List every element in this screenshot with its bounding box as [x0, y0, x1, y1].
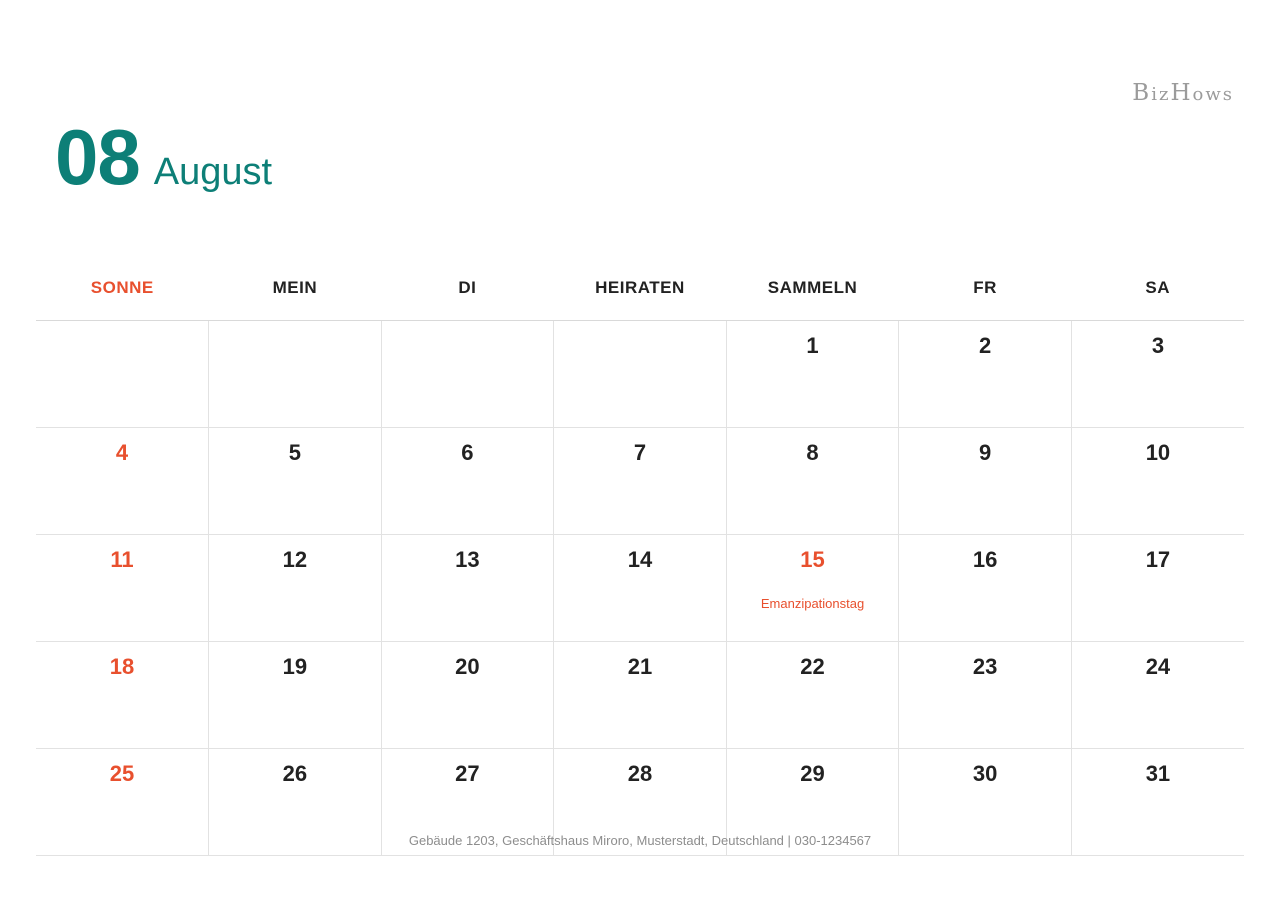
- calendar-day-cell[interactable]: [36, 428, 209, 535]
- brand-text-part3: H: [1170, 80, 1193, 106]
- calendar-week-row: [36, 321, 1244, 428]
- day-number: 14: [627, 547, 653, 572]
- calendar-day-cell[interactable]: [726, 642, 899, 749]
- day-number: 18: [109, 654, 135, 679]
- month-number: 08: [55, 113, 140, 201]
- calendar-table: [36, 270, 1244, 856]
- day-number: 16: [972, 547, 998, 572]
- calendar-day-cell[interactable]: [554, 428, 727, 535]
- day-number: 27: [455, 761, 480, 786]
- day-number: 26: [282, 761, 308, 786]
- day-number: 12: [282, 547, 308, 572]
- day-number: 10: [1145, 440, 1171, 465]
- day-number: 2: [978, 333, 992, 358]
- month-name: August: [153, 151, 273, 193]
- brand-text-part2: iz: [1151, 84, 1171, 105]
- calendar-day-cell[interactable]: [36, 642, 209, 749]
- calendar-day-cell[interactable]: [1071, 642, 1244, 749]
- day-number: 22: [800, 654, 825, 679]
- day-number: 11: [110, 547, 134, 572]
- footer-address: Gebäude 1203, Geschäftshaus Miroro, Musterstadt, Deutschland | 030-1234567: [408, 833, 872, 848]
- calendar-day-cell[interactable]: [381, 642, 554, 749]
- calendar-day-cell[interactable]: [36, 535, 209, 642]
- calendar-day-cell[interactable]: [209, 642, 382, 749]
- calendar-day-cell[interactable]: [209, 321, 382, 428]
- weekday-header-thu: SAMMELN: [726, 270, 899, 321]
- calendar-day-cell[interactable]: [899, 535, 1072, 642]
- day-number: 19: [282, 654, 308, 679]
- calendar-day-cell[interactable]: [554, 535, 727, 642]
- calendar-day-cell[interactable]: [209, 428, 382, 535]
- day-number: 20: [455, 654, 480, 679]
- weekday-header-sat: SA: [1071, 270, 1244, 321]
- day-number: 1: [806, 333, 819, 358]
- day-number: 4: [115, 440, 129, 465]
- calendar-day-cell[interactable]: [899, 642, 1072, 749]
- weekday-header-fri: FR: [899, 270, 1072, 321]
- day-event-label: Emanzipationstag: [760, 595, 865, 611]
- calendar-body: [36, 321, 1244, 856]
- calendar-grid: [36, 270, 1244, 856]
- calendar-week-row: [36, 535, 1244, 642]
- calendar-day-cell[interactable]: [381, 428, 554, 535]
- calendar-day-cell[interactable]: [209, 535, 382, 642]
- calendar-day-cell[interactable]: [381, 321, 554, 428]
- weekday-header-mon: MEIN: [209, 270, 382, 321]
- day-number: 17: [1145, 547, 1171, 572]
- calendar-day-cell[interactable]: [554, 642, 727, 749]
- brand-text-part4: ows: [1192, 84, 1234, 105]
- day-number: 3: [1151, 333, 1165, 358]
- calendar-day-cell[interactable]: [899, 428, 1072, 535]
- day-number: 23: [972, 654, 998, 679]
- day-number: 8: [806, 440, 819, 465]
- page-title: [55, 113, 273, 201]
- calendar-day-cell[interactable]: [1071, 428, 1244, 535]
- weekday-header-tue: DI: [381, 270, 554, 321]
- calendar-day-cell[interactable]: [726, 535, 899, 642]
- day-number: 31: [1145, 761, 1171, 786]
- day-number: 7: [633, 440, 647, 465]
- calendar-day-cell[interactable]: [36, 321, 209, 428]
- calendar-week-row: [36, 642, 1244, 749]
- calendar-day-cell[interactable]: [554, 321, 727, 428]
- calendar-day-cell[interactable]: [381, 535, 554, 642]
- day-number: 13: [455, 547, 480, 572]
- day-number: 6: [461, 440, 474, 465]
- calendar-week-row: [36, 428, 1244, 535]
- day-number: 21: [627, 654, 653, 679]
- day-number: 24: [1145, 654, 1171, 679]
- calendar-day-cell[interactable]: [726, 321, 899, 428]
- day-number: 5: [288, 440, 301, 465]
- calendar-header-row: [36, 270, 1244, 321]
- day-number: 30: [972, 761, 998, 786]
- day-number: 9: [978, 440, 992, 465]
- calendar-day-cell[interactable]: [1071, 321, 1244, 428]
- calendar-day-cell[interactable]: [899, 321, 1072, 428]
- day-number: 28: [627, 761, 653, 786]
- day-number: 25: [109, 761, 135, 786]
- day-number: 29: [800, 761, 825, 786]
- weekday-header-wed: HEIRATEN: [554, 270, 727, 321]
- day-number: 15: [800, 547, 825, 572]
- weekday-header-sun: SONNE: [36, 270, 209, 321]
- brand-text-part1: B: [1132, 80, 1152, 106]
- calendar-day-cell[interactable]: [1071, 535, 1244, 642]
- calendar-day-cell[interactable]: [726, 428, 899, 535]
- brand-logo: [1132, 80, 1234, 106]
